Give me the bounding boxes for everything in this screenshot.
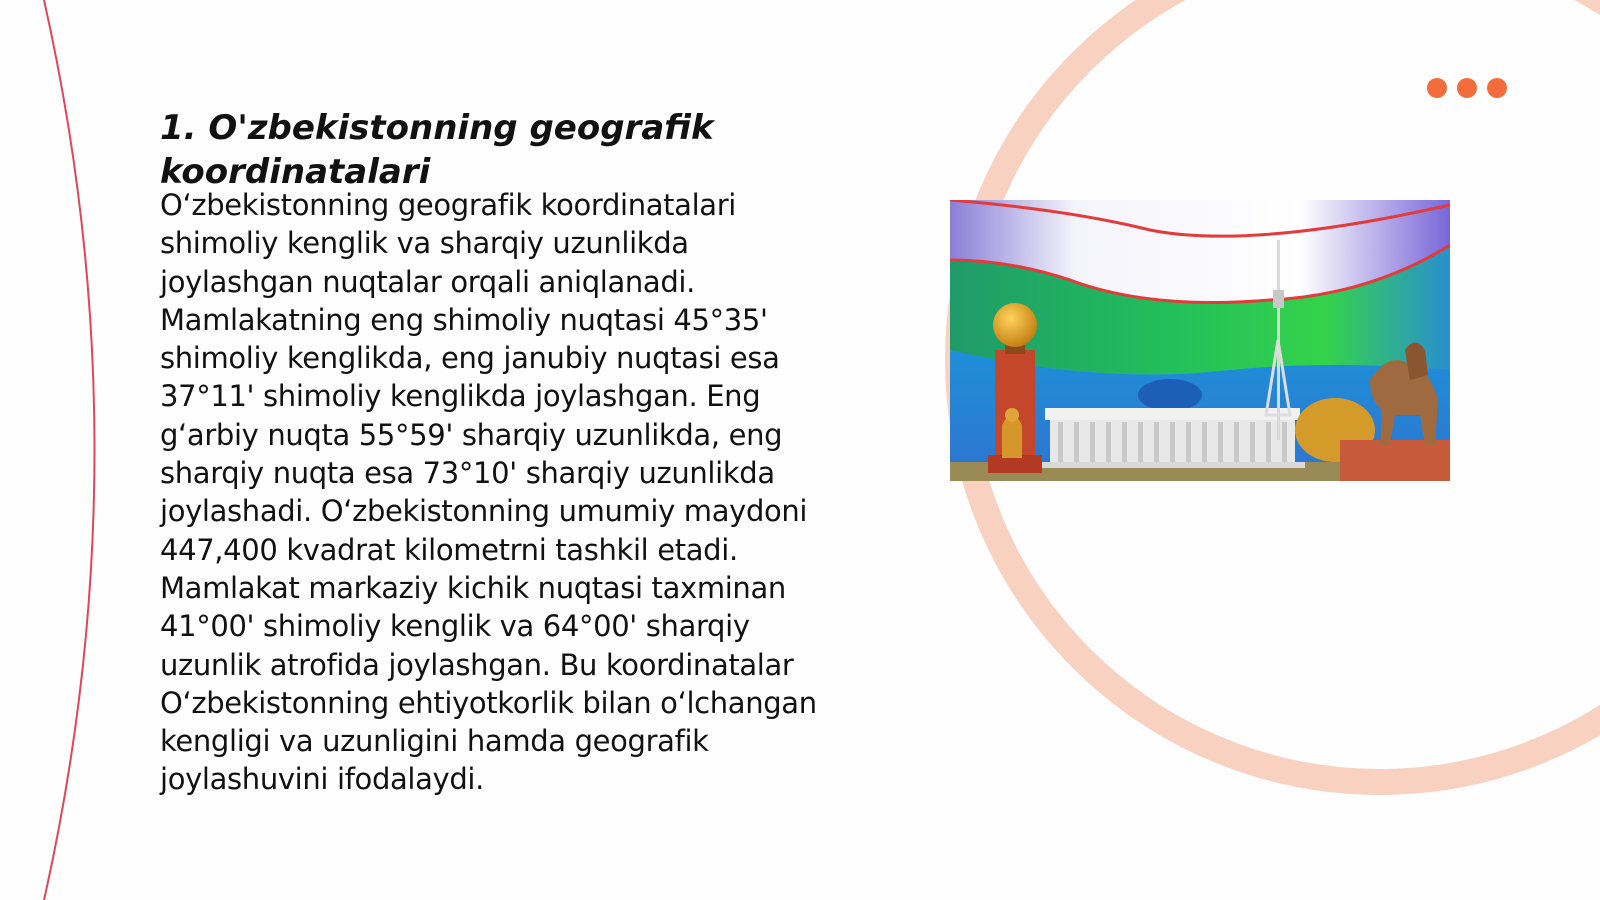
- slide-body-text: O‘zbekistonning geografik koordinatalari shimoliy kenglik va sharqiy uzunlikda joylashgan nuqtalar orqali aniqlanadi. Mamlakatning eng shimoliy nuqtasi 45°35' shimoliy kenglikda, eng janubiy nuqtasi esa 37°11' shimoliy kenglikda joylashgan. Eng g‘arbiy nuqta 55°59' sharqiy uzunlikda, eng sharqiy nuqta esa 73°10' sharqiy uzunlikda joylashadi. O‘zbekistonning umumiy maydoni 447,400 kvadrat kilometrni tashkil etadi. Mamlakat markaziy kichik nuqtasi taxminan 41°00' shimoliy kenglik va 64°00' sharqiy uzunlik atrofida joylashgan. Bu koordinatalar O‘zbekistonning ehtiyotkorlik bilan o‘lchangan kengligi va uzunligini hamda geografik joylashuvini ifodalaydi.: [160, 188, 817, 797]
- menu-dots: [1427, 78, 1507, 98]
- dot-3: [1487, 78, 1507, 98]
- dot-1: [1427, 78, 1447, 98]
- uzbekistan-flag-monuments-image: [950, 200, 1450, 481]
- slide-title: 1. O'zbekistonning geografik koordinatalari: [160, 108, 714, 192]
- left-arc-line: [44, 0, 95, 900]
- dot-2: [1457, 78, 1477, 98]
